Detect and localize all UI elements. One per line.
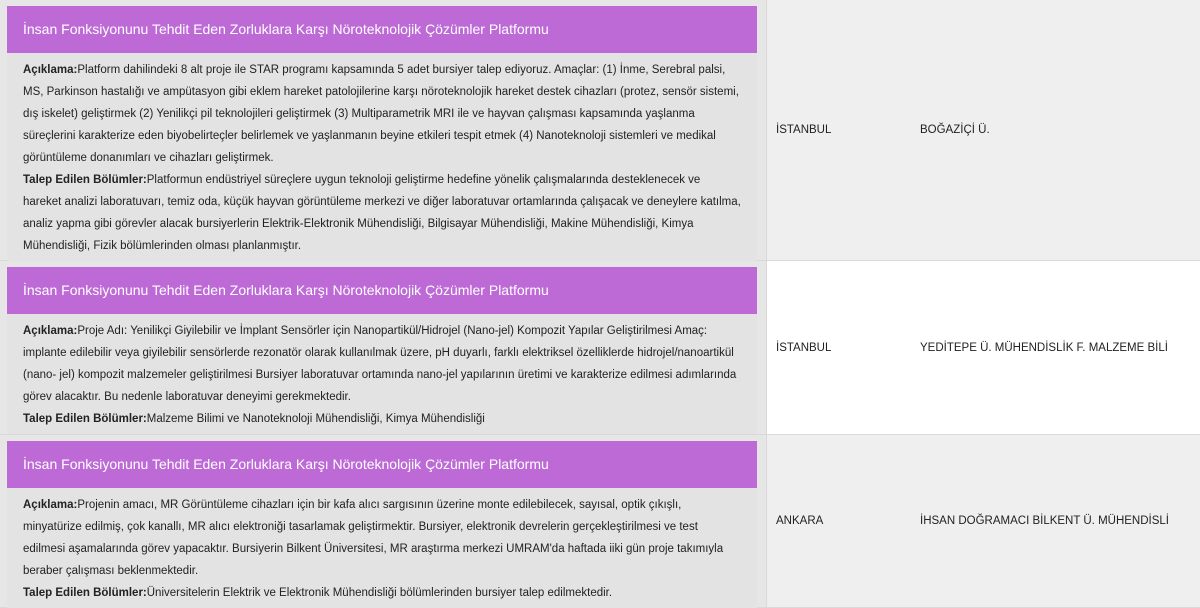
table-row[interactable] <box>0 261 1200 435</box>
university-cell: BOĞAZİÇİ Ü. <box>920 124 990 136</box>
project-body <box>7 488 757 608</box>
description-text: Projenin amacı, MR Görüntüleme cihazları için bir kafa alıcı sargısının üzerine monte edilebilecek, sayısal, optik çıkışlı, minyatürize edilmiş, çok kanallı, MR alıcı elektroniği tasarlamak geliştirmektir. Bursiyer, elektronik devrelerin gerçekleştirilmesi ve test edilmesi aşamalarında görev yapacaktır. Bursiyerin Bilkent Üniversitesi, MR araştırma merkezi UMRAM'da haftada iiki gün proje takımıyla beraber çalışması beklenmektedir. <box>23 499 724 577</box>
city-cell: İSTANBUL <box>766 0 912 260</box>
description-text: Platform dahilindeki 8 alt proje ile STAR programı kapsamında 5 adet bursiyer talep ediyoruz. Amaçlar: (1) İnme, Serebral palsi, MS, Parkinson hastalığı ve ampütasyon gibi eklem hareket patolojilerine karşı nöroteknolojik hareket destek cihazları (protez, sensör sistemi, dış iskelet) geliştirmek (2) Yenilikçi pil teknolojileri geliştirmek (3) Multiparametrik MRI ile ve hayvan çalışması kapsamında yaşlanma süreçlerini karakterize eden biyobelirteçler belirlemek ve yaşlanmanın beyine etkileri tespit etmek (4) Nanoteknoloji sistemleri ve medikal görüntüleme donanımları ve cihazları geliştirmek. <box>23 64 739 164</box>
departments-text: Malzeme Bilimi ve Nanoteknoloji Mühendisliği, Kimya Mühendisliği <box>146 413 485 425</box>
project-title: İnsan Fonksiyonunu Tehdit Eden Zorluklara Karşı Nöroteknolojik Çözümler Platformu <box>7 267 757 314</box>
table-row[interactable] <box>0 435 1200 608</box>
description-label: Açıklama: <box>23 499 78 511</box>
departments-label: Talep Edilen Bölümler: <box>23 174 147 186</box>
project-title: İnsan Fonksiyonunu Tehdit Eden Zorluklara Karşı Nöroteknolojik Çözümler Platformu <box>7 6 757 53</box>
description-label: Açıklama: <box>23 325 78 337</box>
city-cell: ANKARA <box>766 435 912 607</box>
description-label: Açıklama: <box>23 64 78 76</box>
table-row[interactable] <box>0 0 1200 261</box>
project-body <box>7 53 757 261</box>
departments-text: Üniversitelerin Elektrik ve Elektronik Mühendisliği bölümlerinden bursiyer talep edilmektedir. <box>146 587 613 599</box>
departments-text: Platformun endüstriyel süreçlere uygun teknoloji geliştirme hedefine yönelik çalışmalarında desteklenecek ve hareket analizi laboratuvarı, temiz oda, küçük hayvan görüntüleme merkezi ve diğer laboratuvar ortamlarında çalışacak ve deneylere katılma, analiz yapma gibi görevler alacak bursiyerlerin Elektrik-Elektronik Mühendisliği, Bilgisayar Mühendisliği, Makine Mühendisliği, Kimya Mühendisliği, Fizik bölümlerinden olması planlanmıştır. <box>23 174 741 252</box>
project-description-cell <box>0 0 766 260</box>
project-description-cell <box>0 261 766 434</box>
project-description-cell <box>0 435 766 607</box>
project-title: İnsan Fonksiyonunu Tehdit Eden Zorluklara Karşı Nöroteknolojik Çözümler Platformu <box>7 441 757 488</box>
description-text: Proje Adı: Yenilikçi Giyilebilir ve İmplant Sensörler için Nanopartikül/Hidrojel (Nano-jel) Kompozit Yapılar Geliştirilmesi Amaç: implante edilebilir veya giyilebilir sensörlerde rezonatör olarak kullanılmak üzere, pH duyarlı, farklı elektriksel özelliklerde hidrojel/nanoartikül (nano- jel) kompozit malzemeler geliştirilmesi Bursiyer laboratuvar ortamında nano-jel yapılarının üretimi ve karakterize edilmesi adımlarında görev alacaktır. Bu nedenle laboratuvar deneyimi gerekmektedir. <box>23 325 737 403</box>
university-cell: YEDİTEPE Ü. MÜHENDİSLİK F. MALZEME BİLİ <box>920 341 1168 354</box>
departments-label: Talep Edilen Bölümler: <box>23 587 147 599</box>
university-cell: İHSAN DOĞRAMACI BİLKENT Ü. MÜHENDİSLİ <box>920 515 1169 527</box>
departments-label: Talep Edilen Bölümler: <box>23 413 147 425</box>
project-body <box>7 314 757 434</box>
city-cell: İSTANBUL <box>766 261 912 434</box>
